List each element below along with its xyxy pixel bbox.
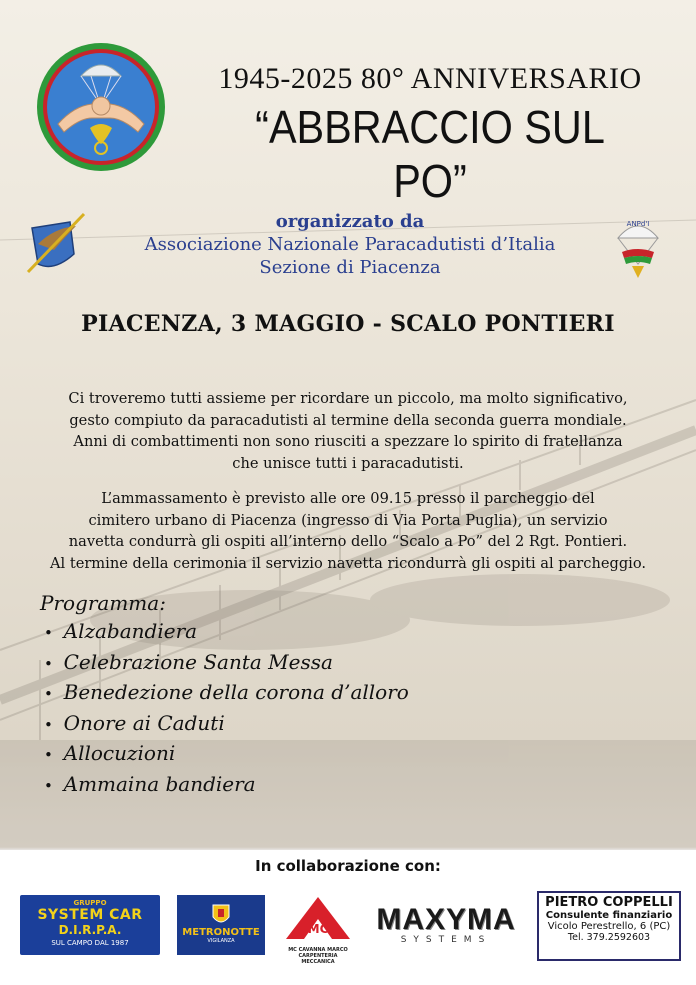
anniversary-emblem-logo [34, 40, 168, 174]
program-item: • Alzabandiera [44, 617, 409, 648]
program-item: • Benedezione della corona d’alloro [44, 678, 409, 709]
sponsor-sub: SYSTEMS [400, 935, 492, 945]
event-title: “ABBRACCIO SUL PO” [255, 101, 605, 207]
svg-text:MC: MC [307, 922, 329, 936]
anniversary-title: 1945-2025 80° ANNIVERSARIO [218, 62, 642, 95]
sponsor-name: MAXYMA [376, 903, 516, 936]
sponsor-sub: VIGILANZA [207, 938, 235, 944]
organizer-intro: organizzato da [275, 211, 425, 232]
logistics-line: navetta condurrà gli ospiti all’interno dello “Scalo a Po” del 2 Rgt. Pontieri. [68, 533, 628, 550]
intro-line: che unisce tutti i paracadutisti. [232, 454, 464, 472]
sponsor-name: SYSTEM CAR [37, 907, 143, 923]
logistics-line: Al termine della cerimonia il servizio navetta ricondurrà gli ospiti al parcheggio. [49, 554, 647, 572]
anpdi-emblem-icon [608, 212, 668, 282]
sponsor-name: METRONOTTE [182, 927, 260, 938]
sponsor-line2: CARPENTERIA MECCANICA [298, 953, 338, 965]
mc-triangle-icon [282, 893, 354, 943]
sponsor-tagline: SUL CAMPO DAL 1987 [51, 939, 129, 947]
organizer-name: Associazione Nazionale Paracadutisti d’Italia [144, 234, 556, 255]
event-place-date: PIACENZA, 3 MAGGIO - SCALO PONTIERI [81, 311, 615, 337]
logistics-paragraph [0, 488, 696, 574]
svg-text:ANPd'I: ANPd'I [626, 220, 650, 228]
sponsor-address: Vicolo Perestrello, 6 (PC) [547, 921, 671, 932]
collaboration-label: In collaborazione con: [255, 857, 441, 875]
logistics-line: cimitero urbano di Piacenza (ingresso di Via Porta Puglia), un servizio [88, 511, 608, 529]
organizer-block [90, 210, 610, 279]
sponsor-cavanna-logo [282, 893, 354, 963]
sponsor-metronotte-logo [177, 895, 265, 955]
sponsor-line1: MC CAVANNA MARCO [288, 947, 348, 953]
sponsor-system-car-logo [20, 895, 160, 955]
sponsor-maxyma-logo [364, 905, 528, 955]
sponsor-sub: D.I.R.P.A. [58, 923, 122, 937]
intro-paragraph [0, 388, 696, 474]
sponsor-coppelli-card [537, 891, 681, 961]
program-item: • Onore ai Caduti [44, 709, 409, 740]
intro-line: Ci troveremo tutti assieme per ricordare un piccolo, ma molto significativo, [68, 390, 628, 407]
folgore-shield-icon [24, 208, 90, 280]
sponsor-strip [0, 885, 696, 975]
logistics-line: L’ammassamento è previsto alle ore 09.15 presso il parcheggio del [101, 490, 595, 507]
intro-line: gesto compiuto da paracadutisti al termine della seconda guerra mondiale. [69, 411, 627, 429]
program-heading: Programma: [40, 591, 166, 615]
program-item: • Celebrazione Santa Messa [44, 648, 409, 679]
organizer-section: Sezione di Piacenza [259, 257, 441, 278]
sponsor-name: PIETRO COPPELLI [545, 895, 673, 910]
sponsor-role: Consulente finanziario [545, 910, 673, 921]
metronotte-crest-icon [211, 903, 231, 927]
sponsor-group-label: GRUPPO [73, 899, 107, 907]
program-list [44, 617, 409, 800]
sponsor-phone: Tel. 379.2592603 [567, 932, 651, 943]
program-item: • Ammaina bandiera [44, 770, 409, 801]
intro-line: Anni di combattimenti non sono riusciti a spezzare lo spirito di fratellanza [73, 433, 623, 450]
program-item: • Allocuzioni [44, 739, 409, 770]
